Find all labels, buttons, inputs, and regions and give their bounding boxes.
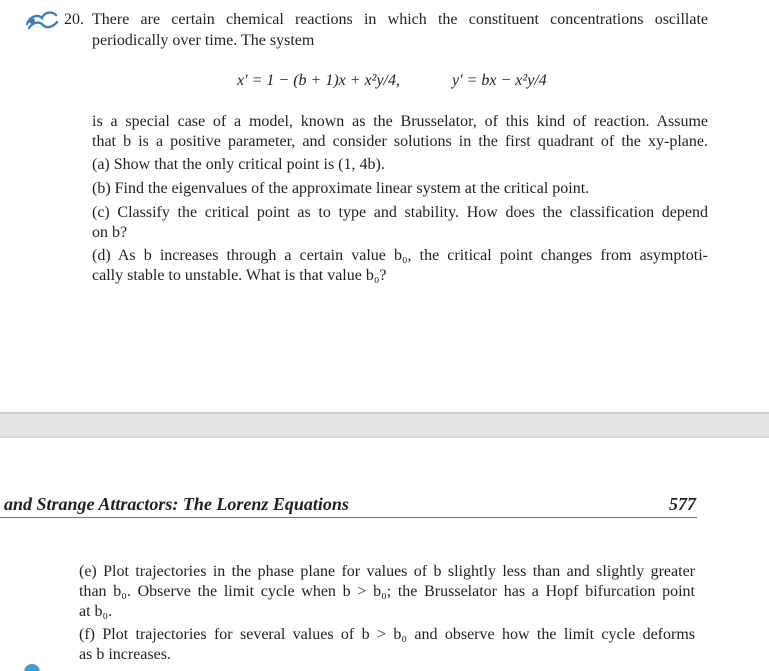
computer-problem-icon	[24, 8, 60, 34]
part-b: (b) Find the eigenvalues of the approximate linear system at the critical point.	[92, 180, 590, 197]
problem-body-line-2: that b is a positive parameter, and consider solutions in the first quadrant of the xy-plane.	[92, 133, 708, 150]
problem-intro-line-1: There are certain chemical reactions in which the constituent concentrations oscillate	[92, 11, 708, 28]
part-d-line-1: (d) As b increases through a certain value b₀, the critical point changes from asymptoti-	[92, 247, 708, 264]
part-d-line-2: cally stable to unstable. What is that value b₀?	[92, 267, 387, 284]
problem-number: 20.	[64, 11, 84, 28]
part-f-line-2: as b increases.	[79, 646, 171, 663]
part-c-line-1: (c) Classify the critical point as to type and stability. How does the classification depend	[92, 204, 708, 221]
equation-x-prime: x′ = 1 − (b + 1)x + x²y/4,	[237, 72, 400, 89]
part-e-line-1: (e) Plot trajectories in the phase plane for values of b slightly less than and slightly greater	[79, 563, 695, 580]
part-e-line-3: at b₀.	[79, 603, 113, 620]
equation-y-prime: y′ = bx − x²y/4	[452, 72, 547, 89]
part-e-line-2: than b₀. Observe the limit cycle when b > b₀; the Brusselator has a Hopf bifurcation point	[79, 583, 695, 600]
page-break-separator	[0, 412, 769, 438]
part-c-line-2: on b?	[92, 224, 128, 241]
part-a: (a) Show that the only critical point is (1, 4b).	[92, 156, 385, 173]
part-f-line-1: (f) Plot trajectories for several values of b > b₀ and observe how the limit cycle deforms	[79, 626, 695, 643]
next-problem-icon	[24, 664, 40, 671]
header-rule	[0, 517, 697, 518]
problem-body-line-1: is a special case of a model, known as the Brusselator, of this kind of reaction. Assume	[92, 113, 708, 130]
problem-intro-line-2: periodically over time. The system	[92, 32, 315, 49]
running-head: and Strange Attractors: The Lorenz Equations	[4, 494, 349, 514]
cutoff-previous-text	[92, 0, 702, 4]
page-number: 577	[669, 494, 696, 514]
